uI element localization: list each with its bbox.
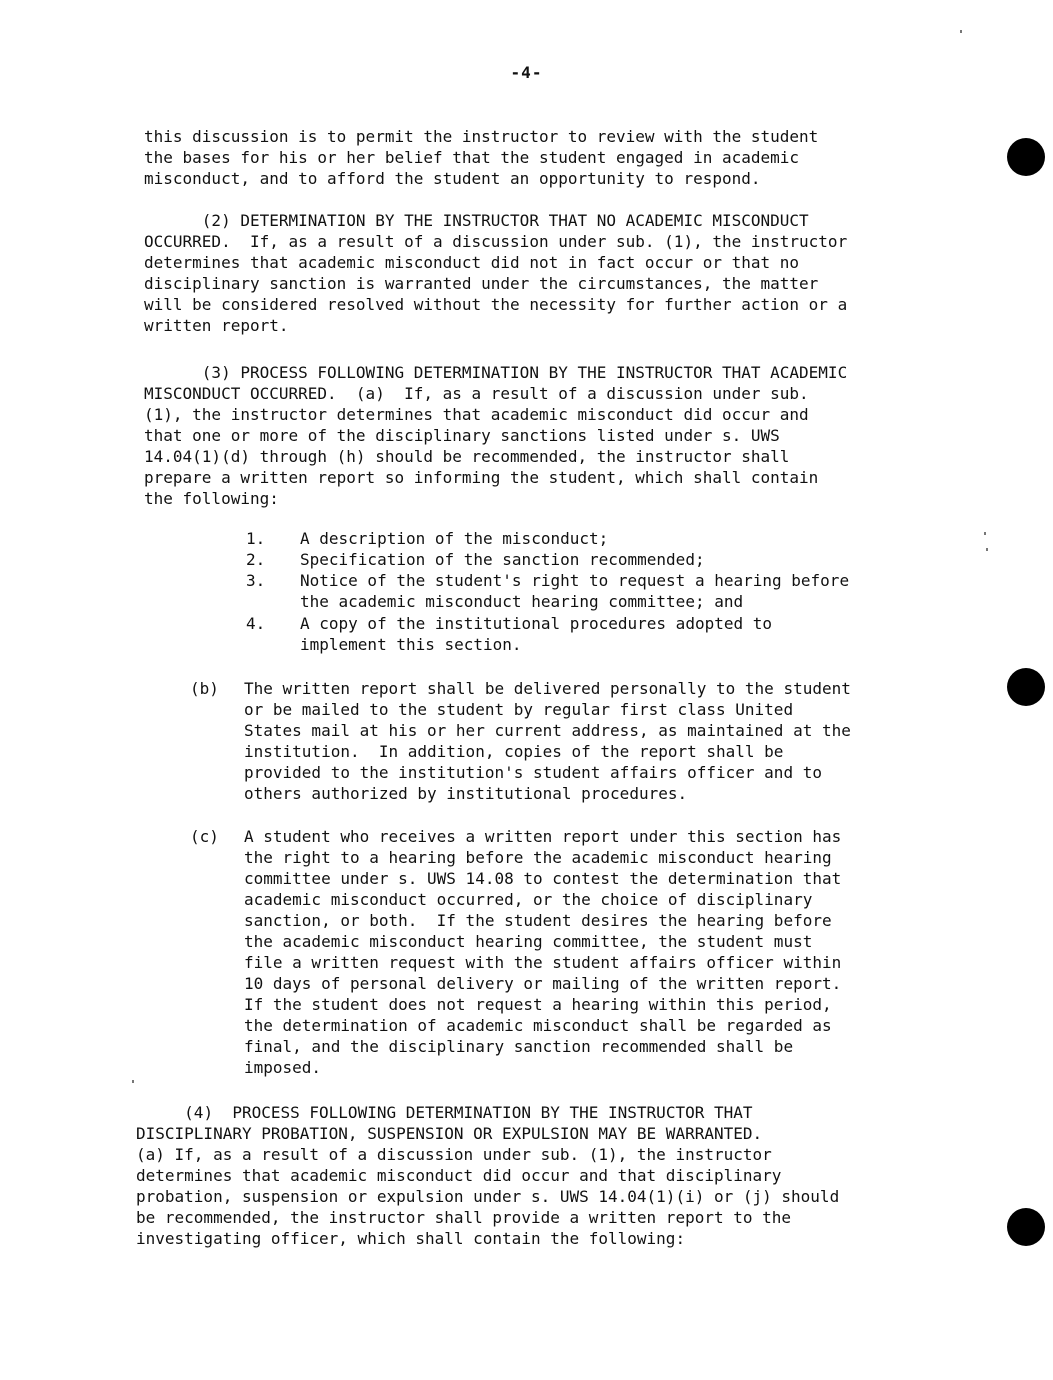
list-text: Notice of the student's right to request a hearing before the academic misconduct hearing committee; and	[300, 571, 850, 611]
scan-speck	[960, 30, 962, 33]
punch-hole-middle	[1007, 668, 1045, 706]
subsection-label: (b)	[190, 679, 219, 698]
list-text: A copy of the institutional procedures adopted to implement this section.	[300, 614, 773, 654]
subsection-text: The written report shall be delivered personally to the student or be mailed to the student by regular first class United States mail at his or her current address, as maintained at the institution. In addition, copies of the report shall be provided to the institution's student affairs officer and to others authorized by institutional procedures.	[244, 679, 851, 803]
section-2-paragraph: (2) DETERMINATION BY THE INSTRUCTOR THAT NO ACADEMIC MISCONDUCT OCCURRED. If, as a result of a discussion under sub. (1), the instructor determines that academic misconduct did not in fact occur or that no disciplinary sanction is warranted under the circumstances, the matter will be considered resolved without the necessity for further action or a written report.	[144, 211, 848, 335]
subsection-b	[190, 678, 930, 804]
section-4-paragraph: (4) PROCESS FOLLOWING DETERMINATION BY THE INSTRUCTOR THAT DISCIPLINARY PROBATION, SUSPENSION OR EXPULSION MAY BE WARRANTED. (a) If, as a result of a discussion under sub. (1), the instructor determines that academic misconduct did occur and that disciplinary probation, suspension or expulsion under s. UWS 14.04(1)(i) or (j) should be recommended, the instructor shall provide a written report to the investigating officer, which shall contain the following:	[136, 1103, 840, 1248]
scan-speck	[984, 532, 986, 535]
subsection-c	[190, 826, 930, 1078]
section-3-paragraph: (3) PROCESS FOLLOWING DETERMINATION BY THE INSTRUCTOR THAT ACADEMIC MISCONDUCT OCCURRED. (a) If, as a result of a discussion under sub. (1), the instructor determines that academic misconduct did occur and that one or more of the disciplinary sanctions listed under s. UWS 14.04(1)(d) through (h) should be recommended, the instructor shall prepare a written report so informing the student, which shall contain the following:	[144, 363, 848, 508]
list-number: 1.	[246, 529, 266, 548]
page-number: -4-	[510, 63, 543, 82]
list-text: Specification of the sanction recommended;	[300, 550, 705, 569]
report-contents-item-2	[246, 549, 926, 570]
list-number: 2.	[246, 550, 266, 569]
subsection-text: A student who receives a written report under this section has the right to a hearing before the academic misconduct hearing committee under s. UWS 14.08 to contest the determination that academic misconduct occurred, or the choice of disciplinary sanction, or both. If the student desires the hearing before the academic misconduct hearing committee, the student must file a written request with the student affairs officer within 10 days of personal delivery or mailing of the written report. If the student does not request a hearing within this period, the determination of academic misconduct shall be regarded as final, and the disciplinary sanction recommended shall be imposed.	[244, 827, 842, 1077]
list-number: 3.	[246, 571, 266, 590]
intro-paragraph: this discussion is to permit the instructor to review with the student the bases for his or her belief that the student engaged in academic misconduct, and to afford the student an opportunity to respond.	[144, 127, 819, 188]
list-text: A description of the misconduct;	[300, 529, 609, 548]
report-contents-item-3	[246, 570, 926, 612]
report-contents-item-1	[246, 528, 926, 549]
subsection-label: (c)	[190, 827, 219, 846]
punch-hole-bottom	[1007, 1208, 1045, 1246]
report-contents-item-4	[246, 613, 926, 655]
scan-speck	[132, 1080, 134, 1083]
list-number: 4.	[246, 614, 266, 633]
scan-speck	[986, 548, 988, 551]
punch-hole-top	[1007, 138, 1045, 176]
